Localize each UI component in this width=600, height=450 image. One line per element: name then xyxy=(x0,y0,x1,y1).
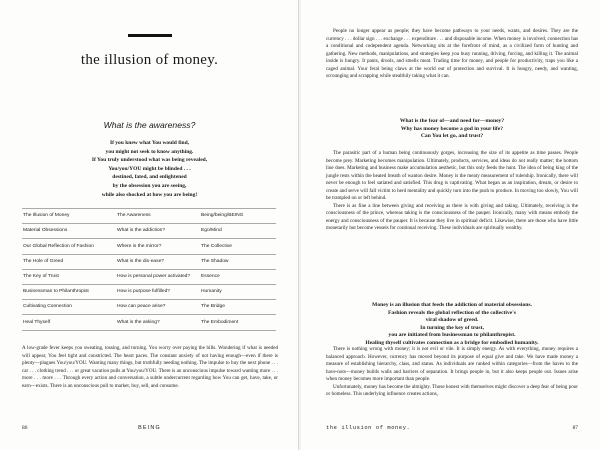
table-cell: Essence xyxy=(200,269,276,284)
table-cell: How is purpose fulfilled? xyxy=(116,284,200,299)
chapter-title: the illusion of money. xyxy=(80,52,219,68)
table-cell: What is the addiction? xyxy=(116,224,200,239)
body-section xyxy=(326,346,578,399)
body-paragraph: There is nothing wrong with money; it is not evil or vile. It is simply energy. As with everything, money requires a balanced approach. However, currency has moved beyond its purpose of equal give and take. We have made money a measure of establishing hierarchy, class, and status. As individuals are ranked within categories—from the haves to the have-nots—money builds walls and barriers of separation. It brings people in, but it also keeps people out. Issues arise when money becomes more important than people. xyxy=(326,346,578,382)
table-cell: Heal Thyself xyxy=(22,315,116,330)
poem-line: you might not seek to know anything. xyxy=(105,148,194,155)
section-subhead: What is the awareness? xyxy=(103,120,196,130)
left-page xyxy=(0,0,299,450)
table-cell: The Collective xyxy=(200,239,276,254)
table-cell: The Awareness xyxy=(116,209,200,224)
right-page xyxy=(301,0,600,450)
chapter-rule xyxy=(128,34,172,37)
poem-line: destined, fated, and enlightened xyxy=(112,174,187,181)
table-cell: What is the dis-ease? xyxy=(116,254,200,269)
summary-line: Healing thyself cultivates connection as a bridge for embodied humanity. xyxy=(365,339,539,346)
table-row xyxy=(22,224,276,239)
table-cell: Being/being/BEING xyxy=(200,209,276,224)
table-cell: The Hole of Greed xyxy=(22,254,116,269)
body-section xyxy=(326,150,578,233)
table-cell: The Shadow xyxy=(200,254,276,269)
table-cell: The Bridge xyxy=(200,300,276,315)
body-paragraph: A low-grade fever keeps you sweating, tossing, and turning. You worry over paying the bills. Wondering if what is needed will appear, You feel tight and constricted. The heart paces. The constant anxiety of not having enough—even if there is plenty—plagues You/you/YOU. Wanting many things, but truthfully needing nothing. The impulse to buy the next phone . . . car . . . clothing trend . . . or great vacation pulls at You/you/YOU. There is an unconscious impulse toward wanting more . . . more . . . more . . . Through every action and conversation, a subtle undercurrent regarding how You can get, have, take, or earn—exists. There is an unconscious pull to market, buy, sell, and consume. xyxy=(22,345,278,389)
poem-line: while also shocked at how you are being! xyxy=(101,191,198,198)
body-paragraph: The parasitic part of a human being continuously gorges, increasing the size of its appetite as time passes. People become prey. Marketing becomes manipulation. Ultimately, products, services, and ideas do not really matter; the bottom line does. Marketing and business make accumulation aesthetic, but this only feeds the hunt. The idea of being king of the jungle rests within the heated breath of wanton desire. Money is the meaty measurement of rulership. Ironically, there will never be enough to feel satiated and satisfied. This drug is captivating. What began as an inspiration, dream, or desire to create and serve will fall victim to herd mentality and quickly turn into the push to produce. In moving too slowly, You will be trampled on or left behind. xyxy=(326,150,578,201)
body-paragraph: Unfortunately, money has become the almighty. Those honest with themselves might discover a deep fear of being poor or homeless. This underlying influence creates actions, xyxy=(326,383,578,397)
table-cell: What is the asking? xyxy=(116,315,200,330)
body-paragraph: There is as fine a line between giving and receiving as there is with giving and taking. Ultimately, receiving is the consciousness of the prince, whereas taking is the consciousness of the pauper. Ironically, many with means embody the energy and consciousness of the pauper. It is because they live in spiritual deficit. Likewise, there are those who have little monetarily but become vessels for continual receiving. These individuals are spiritually wealthy. xyxy=(326,202,578,231)
table-cell: Cultivating Connection xyxy=(22,300,116,315)
table-row xyxy=(22,254,276,269)
table-row xyxy=(22,269,276,284)
epigraph-poem xyxy=(0,139,299,199)
body-paragraph: People no longer appear as people; they have become pathways to your needs, wants, and desires. They are the currency . . . dollar sign . . . exchange . . . expenditure . . . and disposable income. When money is involved, connection has a conditional and codependent agenda. Networking sits at the forefront of mind, as a civilized form of hunting and gathering. New methods, manipulations, and strategies keep you busy running, driving, forcing, and killing it. The animal inside is hungry. It pants, drools, and smells meat. Trading time for money, and people for productivity, traps you like a caged animal. Your feral being claws at the world out of protection and survival. It is hungry, needy, and wanting, scrounging and scrapping while stealthily taking what it can. xyxy=(326,28,578,79)
table-cell: The Key of Trust xyxy=(22,269,116,284)
poem-line: If You truly understood what was being revealed, xyxy=(91,157,208,164)
summary-line: viral shadow of greed. xyxy=(425,317,479,324)
table-cell: How can peace arise? xyxy=(116,300,200,315)
question-block xyxy=(326,118,578,141)
page-number: 86 xyxy=(22,425,28,431)
table-row xyxy=(22,315,276,330)
summary-line: Money is an illusion that feeds the addiction of material obsessions. xyxy=(372,302,532,308)
page-number: 87 xyxy=(572,425,578,431)
question-line: Can You let go, and trust? xyxy=(420,133,484,140)
summary-line: In turning the key of trust, xyxy=(420,324,484,331)
question-line: What is the fear of—and need for—money? xyxy=(399,118,505,124)
running-title: the illusion of money. xyxy=(326,425,411,431)
running-head: BEING xyxy=(138,425,161,431)
summary-line: you are initiated from businessman to philanthropist. xyxy=(388,332,516,339)
table-row xyxy=(22,284,276,299)
summary-line: Fashion reveals the global reflection of the collective's xyxy=(388,309,516,316)
table-cell: Material Obsessions xyxy=(22,224,116,239)
table-row xyxy=(22,239,276,254)
table-cell: The Embodiment xyxy=(200,315,276,330)
table-cell: Humanity xyxy=(200,284,276,299)
table-cell: Ego/Mind xyxy=(200,224,276,239)
poem-line: You/you/YOU might be blinded . . . xyxy=(108,165,191,172)
poem-line: If you knew what You would find, xyxy=(109,140,190,146)
table-row xyxy=(22,300,276,315)
concept-table xyxy=(22,208,276,331)
question-line: Why has money become a god in your life? xyxy=(400,125,504,132)
table-cell: Businessman to Philanthropist xyxy=(22,284,116,299)
poem-line: by the obsession you are seeing, xyxy=(112,182,187,189)
table-row xyxy=(22,209,276,224)
table-cell: How is personal power activated? xyxy=(116,269,200,284)
table-cell: Our Global Reflection of Fashion xyxy=(22,239,116,254)
summary-block xyxy=(326,302,578,348)
table-cell: The Illusion of Money xyxy=(22,209,116,224)
table-cell: Where is the mirror? xyxy=(116,239,200,254)
